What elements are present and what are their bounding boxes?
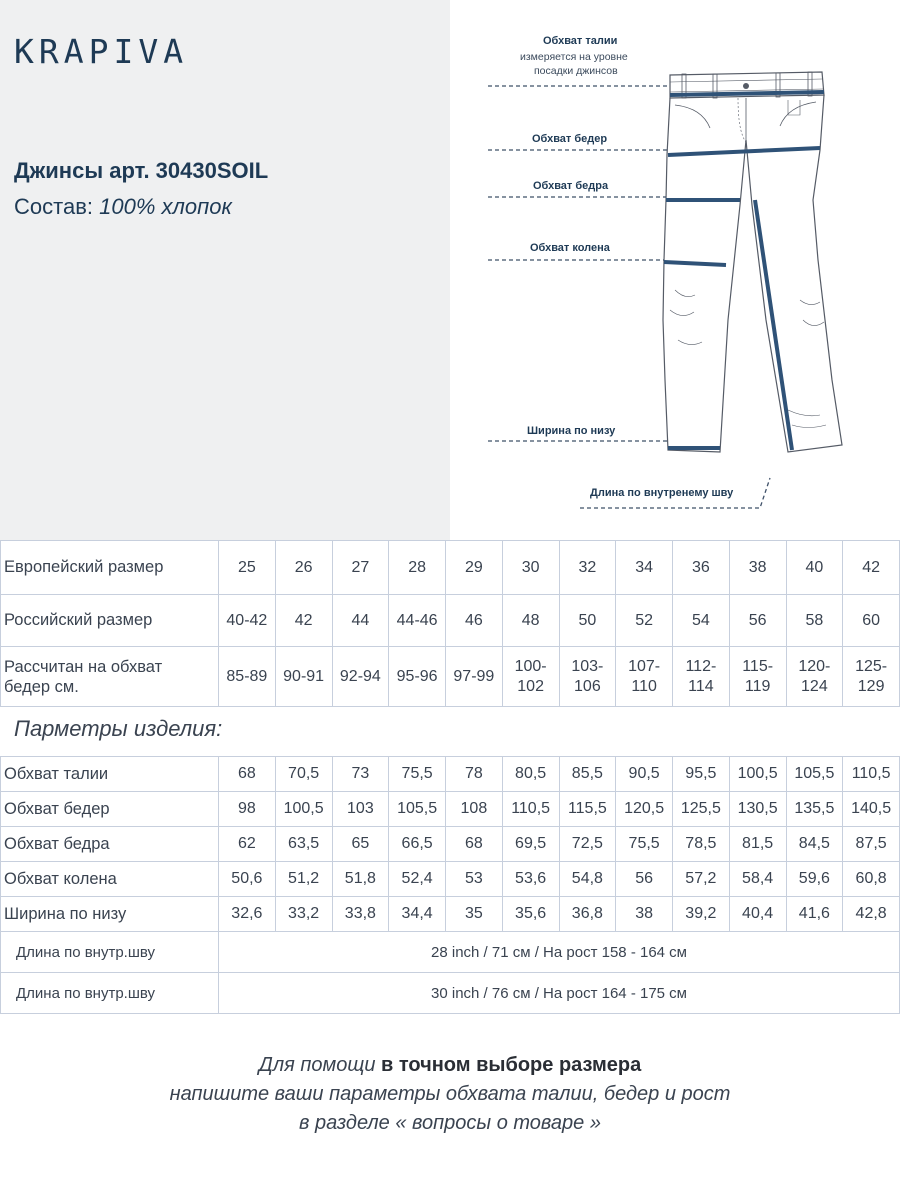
- param-row: [1, 897, 900, 932]
- size-cell-line: 120-: [798, 657, 831, 675]
- brand-logo: KRAPIVA: [14, 32, 189, 71]
- size-cell: 40: [786, 541, 843, 595]
- size-cell: 42: [843, 541, 900, 595]
- params-title: Парметры изделия:: [14, 716, 223, 741]
- size-cell: 36: [673, 541, 730, 595]
- composition-label: Состав:: [14, 194, 100, 219]
- param-cell: 125,5: [673, 792, 730, 827]
- size-cell-line: 100-: [514, 657, 547, 675]
- param-cell: 108: [446, 792, 503, 827]
- param-cell: 68: [219, 757, 276, 792]
- param-cell: 75,5: [389, 757, 446, 792]
- param-row-label: Обхват колена: [1, 862, 219, 897]
- param-row: [1, 827, 900, 862]
- size-cell: 42: [275, 595, 332, 647]
- thigh-label: Обхват бедра: [533, 180, 609, 192]
- param-row-label: Обхват бедра: [1, 827, 219, 862]
- size-cell-line: 129: [857, 677, 885, 695]
- size-row-label: Европейский размер: [1, 541, 219, 595]
- article-title: Джинсы арт. 30430SOIL: [14, 158, 269, 183]
- size-cell: 56: [729, 595, 786, 647]
- param-cell: 75,5: [616, 827, 673, 862]
- param-cell: 33,2: [275, 897, 332, 932]
- size-cell: 28: [389, 541, 446, 595]
- param-row: [1, 862, 900, 897]
- param-cell: 130,5: [729, 792, 786, 827]
- param-cell: 56: [616, 862, 673, 897]
- param-cell: 110,5: [843, 757, 900, 792]
- param-cell: 73: [332, 757, 389, 792]
- inseam-row-label: Длина по внутр.шву: [1, 973, 219, 1014]
- param-cell: 85,5: [559, 757, 616, 792]
- size-cell: 34: [616, 541, 673, 595]
- param-cell: 34,4: [389, 897, 446, 932]
- size-cell-line: 110: [631, 677, 657, 695]
- inseam-value: 28 inch / 71 см / На рост 158 - 164 см: [219, 932, 900, 973]
- param-cell: 105,5: [389, 792, 446, 827]
- param-cell: 140,5: [843, 792, 900, 827]
- size-cell: [843, 647, 900, 707]
- param-cell: 53: [446, 862, 503, 897]
- param-cell: 87,5: [843, 827, 900, 862]
- size-cell: [502, 647, 559, 707]
- hips-label: Обхват бедер: [532, 133, 608, 145]
- help-line-2: напишите ваши параметры обхвата талии, бедер и рост: [169, 1083, 731, 1105]
- param-cell: 105,5: [786, 757, 843, 792]
- waist-label: Обхват талии: [543, 35, 618, 47]
- size-row-label-line: Рассчитан на обхват: [4, 657, 163, 676]
- param-cell: 35: [446, 897, 503, 932]
- param-row-label: Обхват бедер: [1, 792, 219, 827]
- size-table-row: [1, 647, 900, 707]
- inseam-row-label: Длина по внутр.шву: [1, 932, 219, 973]
- size-cell-line: 114: [688, 677, 714, 695]
- size-cell: [673, 647, 730, 707]
- jeans-measurement-diagram: [470, 20, 890, 520]
- param-cell: 110,5: [502, 792, 559, 827]
- size-cell-line: 92-94: [339, 667, 381, 685]
- size-cell: 27: [332, 541, 389, 595]
- param-cell: 41,6: [786, 897, 843, 932]
- param-cell: 36,8: [559, 897, 616, 932]
- header-left-panel: [0, 0, 450, 540]
- param-cell: 58,4: [729, 862, 786, 897]
- size-cell-line: 85-89: [226, 667, 268, 685]
- size-cell: [275, 647, 332, 707]
- param-cell: 90,5: [616, 757, 673, 792]
- waist-note-line1: измеряется на уровне: [520, 51, 628, 63]
- param-row-label: Обхват талии: [1, 757, 219, 792]
- size-row-label: Российский размер: [1, 595, 219, 647]
- size-cell: [219, 647, 276, 707]
- param-cell: 65: [332, 827, 389, 862]
- size-cell: 40-42: [219, 595, 276, 647]
- param-cell: 84,5: [786, 827, 843, 862]
- size-cell: [729, 647, 786, 707]
- size-cell: [446, 647, 503, 707]
- help-line-1-emphasis: в точном выборе размера: [381, 1054, 642, 1076]
- size-table-row: [1, 595, 900, 647]
- inseam-row: [1, 932, 900, 973]
- param-cell: 51,8: [332, 862, 389, 897]
- size-cell-line: 90-91: [283, 667, 325, 685]
- size-cell-line: 112-: [685, 657, 717, 675]
- composition-value: 100% хлопок: [99, 194, 232, 219]
- help-line-3: в разделе « вопросы о товаре »: [299, 1112, 601, 1134]
- size-cell-line: 95-96: [396, 667, 438, 685]
- param-cell: 50,6: [219, 862, 276, 897]
- size-conversion-table: [0, 540, 900, 707]
- jeans-illustration: [470, 20, 890, 520]
- param-cell: 32,6: [219, 897, 276, 932]
- size-cell: [786, 647, 843, 707]
- param-cell: 54,8: [559, 862, 616, 897]
- size-cell: 58: [786, 595, 843, 647]
- size-cell: [559, 647, 616, 707]
- param-cell: 78: [446, 757, 503, 792]
- size-cell: [332, 647, 389, 707]
- size-cell: 30: [502, 541, 559, 595]
- param-cell: 100,5: [275, 792, 332, 827]
- param-cell: 40,4: [729, 897, 786, 932]
- size-table-row: [1, 541, 900, 595]
- param-cell: 33,8: [332, 897, 389, 932]
- size-cell-line: 103-: [571, 657, 604, 675]
- size-cell: 25: [219, 541, 276, 595]
- param-cell: 52,4: [389, 862, 446, 897]
- size-cell: 26: [275, 541, 332, 595]
- param-cell: 69,5: [502, 827, 559, 862]
- param-cell: 35,6: [502, 897, 559, 932]
- size-cell: 50: [559, 595, 616, 647]
- param-cell: 66,5: [389, 827, 446, 862]
- param-cell: 38: [616, 897, 673, 932]
- param-cell: 51,2: [275, 862, 332, 897]
- knee-label: Обхват колена: [530, 242, 610, 254]
- param-cell: 39,2: [673, 897, 730, 932]
- bottom-width-label: Ширина по низу: [527, 425, 616, 437]
- param-cell: 57,2: [673, 862, 730, 897]
- param-cell: 60,8: [843, 862, 900, 897]
- header-section: [0, 0, 900, 540]
- param-cell: 135,5: [786, 792, 843, 827]
- param-cell: 68: [446, 827, 503, 862]
- size-cell: 52: [616, 595, 673, 647]
- param-row: [1, 792, 900, 827]
- size-cell-line: 119: [744, 677, 771, 695]
- garment-parameters-table: [0, 756, 900, 1014]
- size-cell: [389, 647, 446, 707]
- param-cell: 103: [332, 792, 389, 827]
- size-cell-line: 107-: [628, 657, 661, 675]
- help-line-1: [0, 1054, 900, 1077]
- inseam-row: [1, 973, 900, 1014]
- param-row: [1, 757, 900, 792]
- size-cell: 29: [446, 541, 503, 595]
- size-cell-line: 97-99: [453, 667, 495, 685]
- size-cell: 32: [559, 541, 616, 595]
- param-cell: 42,8: [843, 897, 900, 932]
- inseam-value: 30 inch / 76 см / На рост 164 - 175 см: [219, 973, 900, 1014]
- size-cell: 44-46: [389, 595, 446, 647]
- param-cell: 95,5: [673, 757, 730, 792]
- param-cell: 72,5: [559, 827, 616, 862]
- param-cell: 120,5: [616, 792, 673, 827]
- size-cell-line: 115-: [742, 657, 774, 675]
- param-cell: 80,5: [502, 757, 559, 792]
- size-cell: 44: [332, 595, 389, 647]
- param-cell: 115,5: [559, 792, 616, 827]
- param-cell: 63,5: [275, 827, 332, 862]
- waist-note-line2: посадки джинсов: [534, 65, 618, 77]
- param-row-label: Ширина по низу: [1, 897, 219, 932]
- size-row-label: [1, 647, 219, 707]
- param-cell: 81,5: [729, 827, 786, 862]
- size-cell: 54: [673, 595, 730, 647]
- size-cell-line: 124: [801, 677, 828, 695]
- size-cell-line: 106: [574, 677, 601, 695]
- param-cell: 98: [219, 792, 276, 827]
- param-cell: 70,5: [275, 757, 332, 792]
- size-cell-line: 102: [517, 677, 544, 695]
- param-cell: 78,5: [673, 827, 730, 862]
- composition: [14, 194, 232, 220]
- size-cell: 60: [843, 595, 900, 647]
- size-cell: 38: [729, 541, 786, 595]
- help-line-1-intro: Для помощи: [258, 1054, 382, 1076]
- size-cell: [616, 647, 673, 707]
- size-cell: 46: [446, 595, 503, 647]
- param-cell: 59,6: [786, 862, 843, 897]
- param-cell: 53,6: [502, 862, 559, 897]
- size-cell: 48: [502, 595, 559, 647]
- inseam-label: Длина по внутренему шву: [590, 487, 734, 499]
- size-cell-line: 125-: [855, 657, 888, 675]
- param-cell: 62: [219, 827, 276, 862]
- size-row-label-line: бедер см.: [4, 677, 79, 696]
- param-cell: 100,5: [729, 757, 786, 792]
